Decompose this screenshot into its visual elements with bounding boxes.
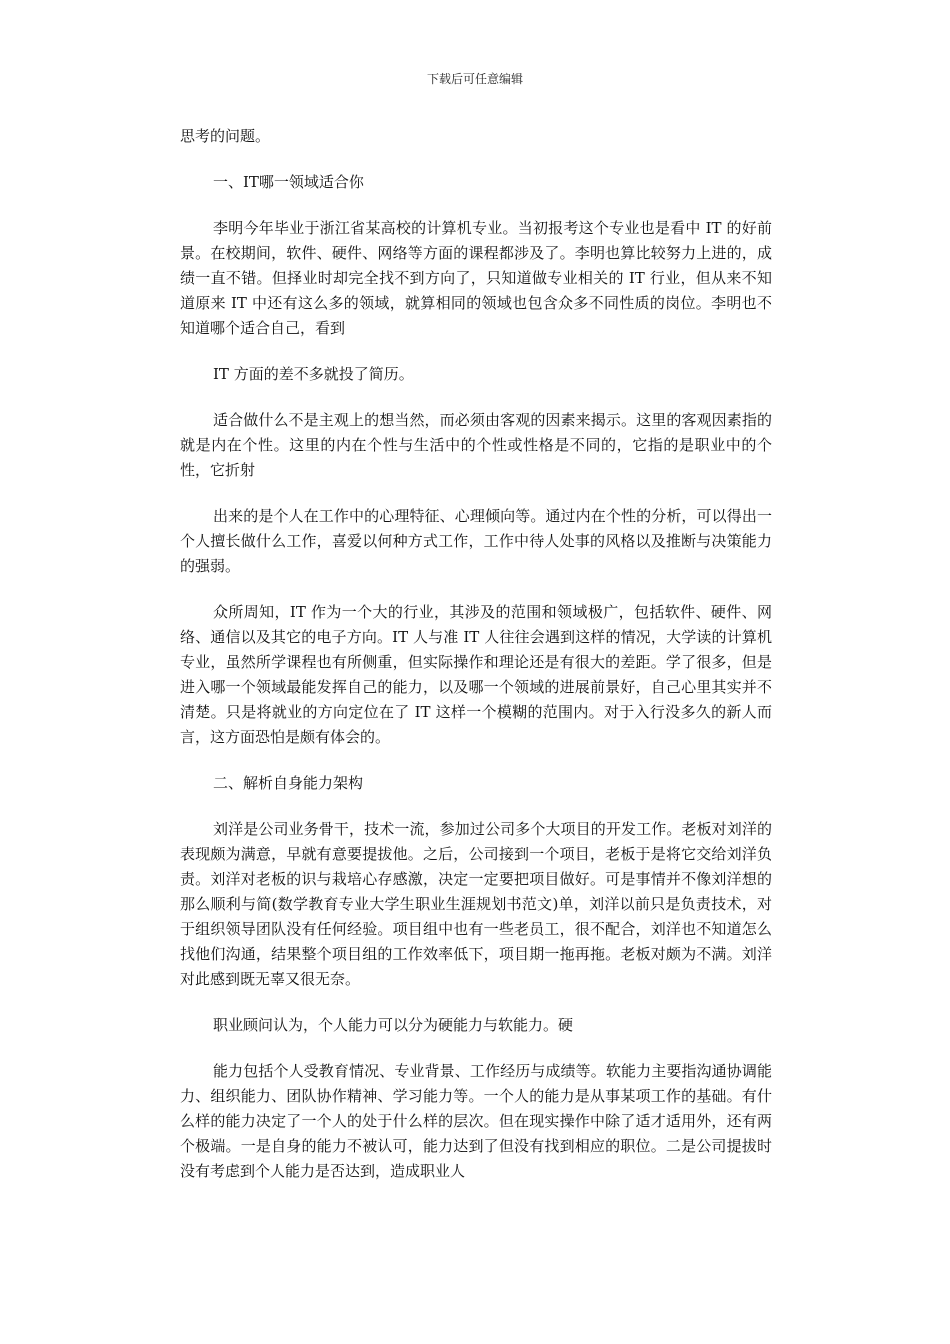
paragraph: 职业顾问认为，个人能力可以分为硬能力与软能力。硬 [213, 1016, 574, 1034]
paragraph: 李明今年毕业于浙江省某高校的计算机专业。当初报考这个专业也是看中 IT 的好前景。在校期间，软件、硬件、网络等方面的课程都涉及了。李明也算比较努力上进的，成绩一直不错。但择业时却完全找不到方向了，只知道做专业相关的 IT 行业，但从来不知道原来 IT 中还有这么多的领域，就算相同的领域也包含众多不同性质的岗位。李明也不知道哪个适合自己，看到 [180, 219, 772, 337]
paragraph: 刘洋是公司业务骨干，技术一流，参加过公司多个大项目的开发工作。老板对刘洋的表现颇为满意，早就有意要提拔他。之后，公司接到一个项目，老板于是将它交给刘洋负责。刘洋对老板的识与栽培心存感激，决定一定要把项目做好。可是事情并不像刘洋想的那么顺利与简(数学教育专业大学生职业生涯规划书范文)单，刘洋以前只是负责技术，对于组织领导团队没有任何经验。项目组中也有一些老员工，很不配合，刘洋也不知道怎么找他们沟通，结果整个项目组的工作效率低下，项目期一拖再拖。老板对颇为不满。刘洋对此感到既无辜又很无奈。 [180, 820, 772, 988]
section-heading-1: 一、IT哪一领域适合你 [213, 173, 364, 191]
paragraph: 适合做什么不是主观上的想当然，而必须由客观的因素来揭示。这里的客观因素指的就是内在个性。这里的内在个性与生活中的个性或性格是不同的，它指的是职业中的个性，它折射 [180, 411, 772, 479]
paragraph: IT 方面的差不多就投了简历。 [213, 365, 414, 383]
section-heading-2: 二、解析自身能力架构 [213, 774, 364, 792]
document-body [180, 124, 772, 1205]
paragraph-intro: 思考的问题。 [180, 127, 271, 145]
page-header: 下载后可任意编辑 [426, 72, 523, 86]
paragraph: 众所周知，IT 作为一个大的行业，其涉及的范围和领域极广，包括软件、硬件、网络、通信以及其它的电子方向。IT 人与准 IT 人往往会遇到这样的情况，大学读的计算机专业，虽然所学课程也有所侧重，但实际操作和理论还是有很大的差距。学了很多，但是进入哪一个领域最能发挥自己的能力，以及哪一个领域的进展前景好，自己心里其实并不清楚。只是将就业的方向定位在了 IT 这样一个模糊的范围内。对于入行没多久的新人而言，这方面恐怕是颇有体会的。 [180, 603, 772, 746]
paragraph: 出来的是个人在工作中的心理特征、心理倾向等。通过内在个性的分析，可以得出一个人擅长做什么工作，喜爱以何种方式工作，工作中待人处事的风格以及推断与决策能力的强弱。 [180, 507, 772, 575]
paragraph: 能力包括个人受教育情况、专业背景、工作经历与成绩等。软能力主要指沟通协调能力、组织能力、团队协作精神、学习能力等。一个人的能力是从事某项工作的基础。有什么样的能力决定了一个人的处于什么样的层次。但在现实操作中除了适才适用外，还有两个极端。一是自身的能力不被认可，能力达到了但没有找到相应的职位。二是公司提拔时没有考虑到个人能力是否达到，造成职业人 [180, 1062, 772, 1180]
